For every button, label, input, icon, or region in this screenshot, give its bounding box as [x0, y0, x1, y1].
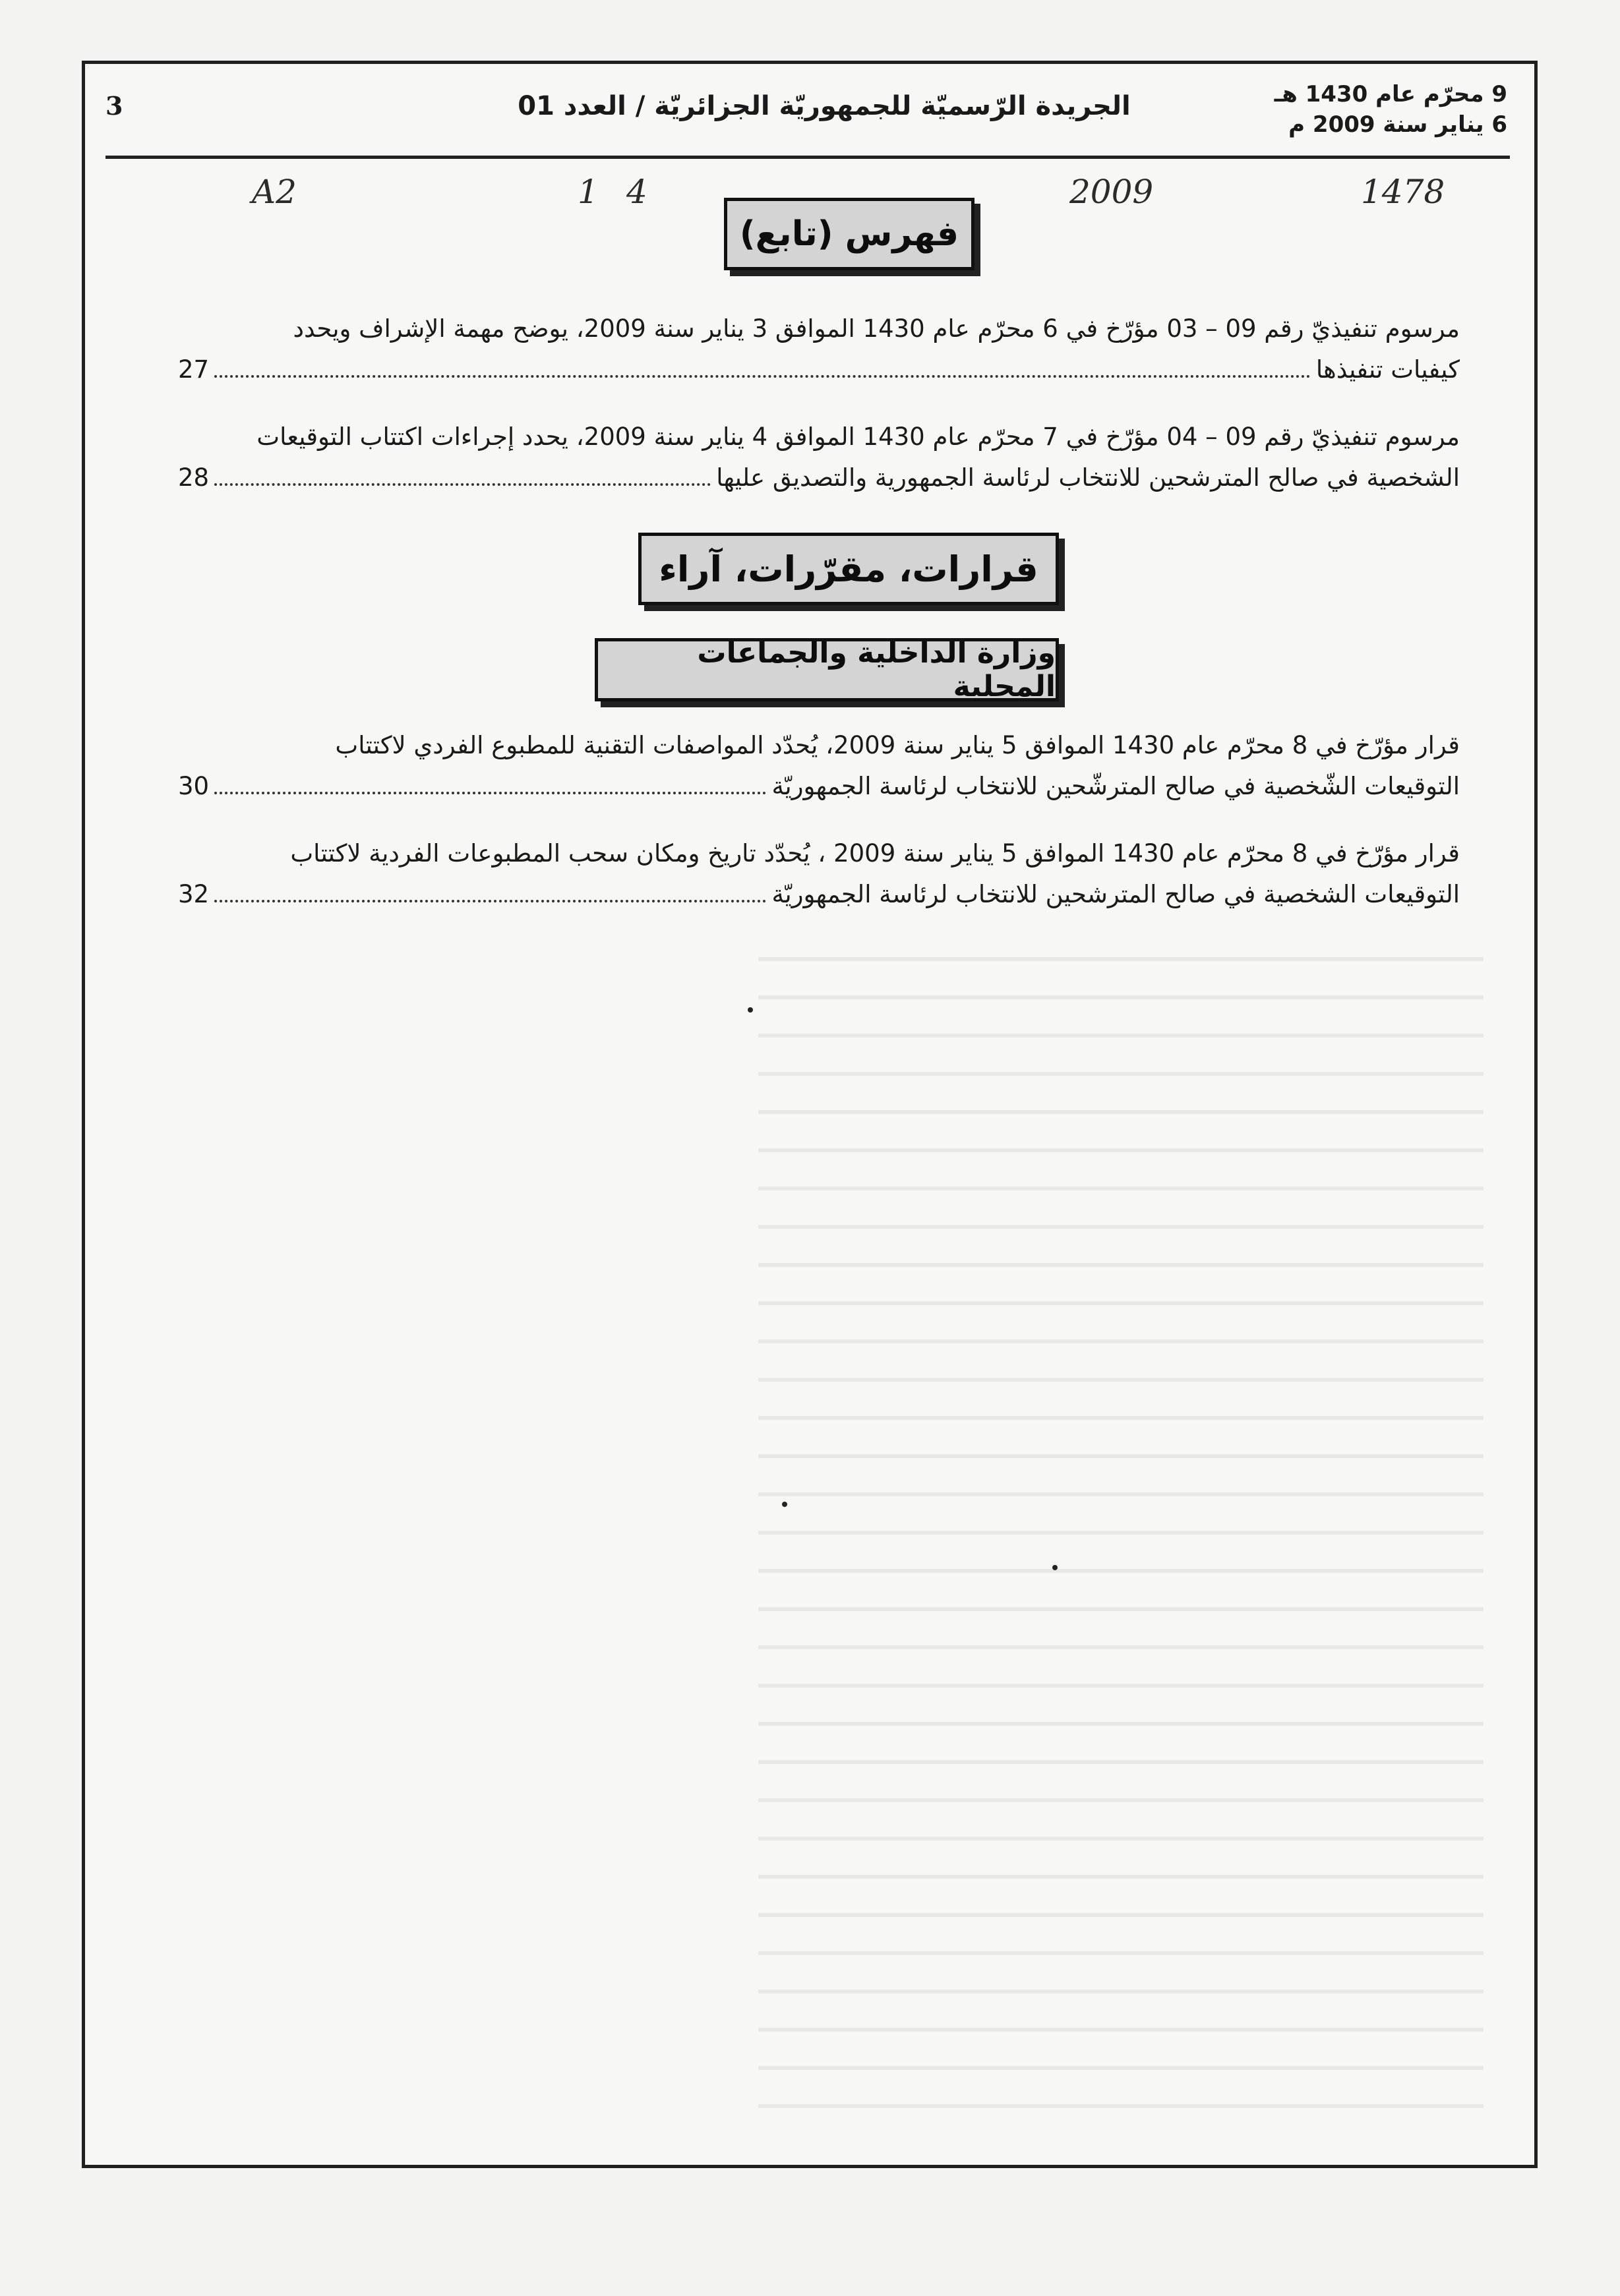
handwritten-annotation: A2 [252, 173, 297, 211]
page-number: 3 [105, 91, 123, 121]
section-heading-index: فهرس (تابع) [724, 198, 975, 270]
entry-text: قرار مؤرّخ في 8 محرّم عام 1430 الموافق 5 يناير سنة 2009، يُحدّد المواصفات التقنية للمطبوع الفردي لاكتتاب [335, 731, 1460, 759]
entry-last-line [178, 874, 1460, 915]
entry-last-line [178, 766, 1460, 807]
section-heading-ministry: وزارة الداخلية والجماعات المحلية [595, 638, 1059, 701]
entry-text: مرسوم تنفيذيّ رقم 09 – 04 مؤرّخ في 7 محرّم عام 1430 الموافق 4 يناير سنة 2009، يحدد إجراءات اكتتاب التوقيعات [256, 423, 1460, 451]
leader-dots [214, 483, 711, 486]
entry-text-end: الشخصية في صالح المترشحين للانتخاب لرئاسة الجمهورية والتصديق عليها [716, 463, 1460, 492]
gregorian-date: 6 يناير سنة 2009 م [1288, 111, 1507, 138]
entry-page-number: 27 [178, 355, 210, 384]
leader-dots [214, 375, 1311, 378]
entry-text: مرسوم تنفيذيّ رقم 09 – 03 مؤرّخ في 6 محرّم عام 1430 الموافق 3 يناير سنة 2009، يوضح مهمة الإشراف ويحدد [293, 314, 1460, 343]
index-entry [178, 417, 1460, 498]
scan-speck [782, 1502, 787, 1507]
hijri-date: 9 محرّم عام 1430 هـ [1274, 81, 1507, 107]
page-header [99, 79, 1514, 156]
entry-page-number: 28 [178, 463, 210, 492]
entry-last-line [178, 457, 1460, 498]
header-rule [105, 156, 1510, 159]
entry-text-end: التوقيعات الشخصية في صالح المترشحين للانتخاب لرئاسة الجمهوريّة [771, 880, 1460, 908]
leader-dots [214, 900, 766, 902]
handwritten-annotation: 1 [578, 173, 599, 211]
entry-last-line [178, 349, 1460, 390]
entry-page-number: 30 [178, 772, 210, 800]
scan-speck [1052, 1565, 1058, 1570]
leader-dots [214, 792, 766, 794]
index-entry [178, 833, 1460, 915]
entry-page-number: 32 [178, 880, 210, 908]
header-date [1275, 79, 1507, 140]
scan-speck [748, 1007, 753, 1013]
index-entry [178, 309, 1460, 390]
show-through-text [758, 923, 1484, 2109]
entry-text-end: التوقيعات الشّخصية في صالح المترشّحين للانتخاب لرئاسة الجمهوريّة [771, 772, 1460, 800]
gazette-title: الجريدة الرّسميّة للجمهوريّة الجزائريّة / العدد 01 [518, 91, 1131, 121]
section-heading-decisions: قرارات، مقرّرات، آراء [638, 533, 1059, 605]
handwritten-annotation: 2009 [1069, 173, 1154, 211]
entry-text: قرار مؤرّخ في 8 محرّم عام 1430 الموافق 5 يناير سنة 2009 ، يُحدّد تاريخ ومكان سحب المطبوعات الفردية لاكتتاب [290, 839, 1460, 868]
handwritten-annotation: 1478 [1361, 173, 1445, 211]
entry-text-end: كيفيات تنفيذها [1315, 355, 1460, 384]
handwritten-annotation: 4 [626, 173, 647, 211]
index-entry [178, 725, 1460, 807]
